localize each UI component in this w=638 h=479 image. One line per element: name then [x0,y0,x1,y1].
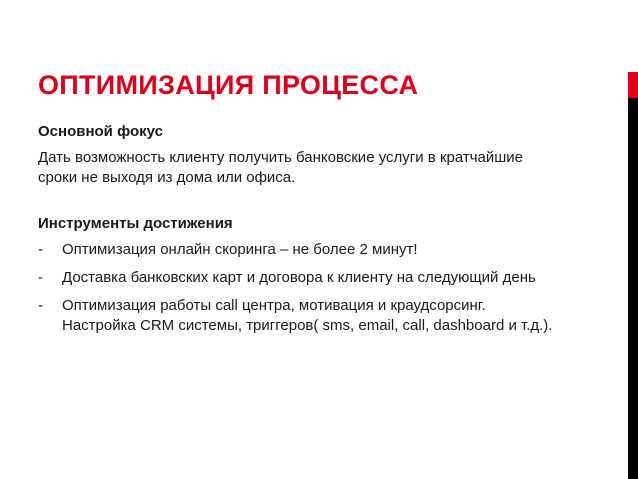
slide-content [38,122,558,344]
focus-heading: Основной фокус [38,123,163,140]
list-item-text: Доставка банковских карт и договора к клиенту на следующий день [62,269,536,286]
list-item [38,268,558,288]
tools-heading: Инструменты достижения [38,215,233,232]
focus-text: Дать возможность клиенту получить банковские услуги в кратчайшие сроки не выходя из дома или офиса. [38,149,524,186]
tools-list [38,240,558,336]
slide-title: ОПТИМИЗАЦИЯ ПРОЦЕССА [38,70,419,100]
section-spacer [38,188,558,214]
bullet-dash: - [38,297,43,314]
accent-red-segment [628,72,638,98]
accent-black-segment [628,98,638,479]
list-item-text: Оптимизация работы call центра, мотивация и краудсорсинг. Настройка CRM системы, триггеров( sms, email, call, dashboard и т.д.). [62,297,553,334]
bullet-dash: - [38,269,43,286]
list-item [38,240,558,260]
list-item-text: Оптимизация онлайн скоринга – не более 2 минут! [62,241,418,258]
list-item [38,296,558,336]
side-accent-bar [628,0,638,479]
bullet-dash: - [38,241,43,258]
